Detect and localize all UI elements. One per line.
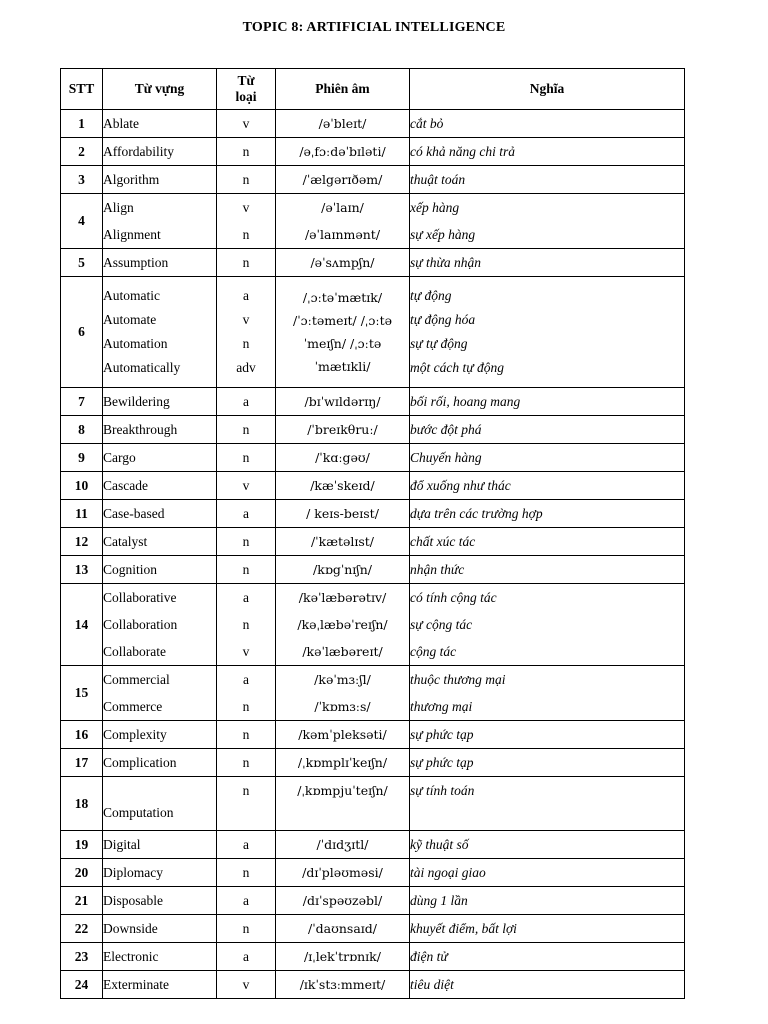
row-number: 17 (61, 749, 103, 777)
pronunciation-cell (276, 500, 410, 528)
pronunciation: /ˈɔːtəmeɪt/ /ˌɔːtə (292, 313, 393, 328)
table-row (61, 584, 685, 666)
vocab-word: Catalyst (103, 534, 148, 549)
vocab-word-cell (103, 943, 217, 971)
table-row (61, 915, 685, 943)
row-number: 12 (61, 528, 103, 556)
vocab-word-cell (103, 444, 217, 472)
meaning: sự tính toán (410, 783, 475, 798)
header-stt: STT (61, 69, 103, 110)
part-of-speech: n (242, 865, 250, 880)
part-of-speech: v (242, 116, 250, 131)
meaning: nhận thức (410, 562, 465, 577)
vocab-word-cell (103, 277, 217, 388)
vocab-word: Assumption (103, 255, 169, 270)
table-header-row (61, 69, 685, 110)
vocab-word: Case-based (103, 506, 165, 521)
row-number: 16 (61, 721, 103, 749)
vocabulary-table (60, 68, 685, 999)
vocab-word: Electronic (103, 949, 159, 964)
meaning-cell (410, 584, 685, 666)
pronunciation: /ˈdaʊnsaɪd/ (308, 921, 377, 936)
part-of-speech: n (242, 727, 250, 742)
pronunciation: /kəˈlæbəreɪt/ (302, 644, 383, 659)
part-of-speech: a (243, 394, 249, 409)
table-row (61, 138, 685, 166)
vocab-word: Commerce (103, 699, 163, 714)
part-of-speech-cell (217, 831, 276, 859)
vocab-word: Complication (103, 755, 177, 770)
pronunciation-cell (276, 721, 410, 749)
meaning-cell (410, 859, 685, 887)
meaning-cell (410, 915, 685, 943)
vocab-word: Cascade (103, 478, 148, 493)
pronunciation-cell (276, 584, 410, 666)
pronunciation: /əˈlaɪnmənt/ (304, 227, 381, 242)
part-of-speech-cell (217, 887, 276, 915)
vocab-word-cell (103, 472, 217, 500)
row-number: 22 (61, 915, 103, 943)
table-row (61, 666, 685, 721)
header-pos-line1: Từ (237, 73, 255, 88)
meaning: có tính cộng tác (410, 590, 497, 605)
part-of-speech: n (242, 172, 250, 187)
pronunciation-cell (276, 194, 410, 249)
part-of-speech: v (242, 478, 250, 493)
part-of-speech: n (242, 783, 250, 798)
part-of-speech-cell (217, 943, 276, 971)
vocab-word: Cargo (103, 450, 136, 465)
part-of-speech: a (243, 949, 249, 964)
part-of-speech-cell (217, 194, 276, 249)
part-of-speech-cell (217, 584, 276, 666)
row-number: 7 (61, 388, 103, 416)
part-of-speech-cell (217, 777, 276, 831)
table-row (61, 500, 685, 528)
vocab-word: Ablate (103, 116, 139, 131)
vocab-word: Cognition (103, 562, 158, 577)
pronunciation: /ɪkˈstɜːmmeɪt/ (299, 977, 386, 992)
vocab-word: Bewildering (103, 394, 170, 409)
part-of-speech: a (243, 506, 249, 521)
meaning: sự cộng tác (410, 617, 473, 632)
pronunciation-cell (276, 971, 410, 999)
meaning-cell (410, 749, 685, 777)
table-row (61, 971, 685, 999)
table-row (61, 721, 685, 749)
pronunciation: /ˈælgərɪðəm/ (302, 172, 383, 187)
pronunciation: /kəˌlæbəˈreɪʃn/ (297, 617, 388, 632)
row-number: 8 (61, 416, 103, 444)
pronunciation: /kɒgˈnɪʃn/ (313, 562, 372, 577)
meaning-cell (410, 110, 685, 138)
pronunciation: /dɪˈspəʊzəbl/ (302, 893, 383, 908)
vocab-word-cell (103, 556, 217, 584)
meaning-cell (410, 249, 685, 277)
meaning: sự tự động (410, 336, 468, 351)
vocab-word: Collaborative (103, 590, 177, 605)
header-word: Từ vựng (103, 69, 217, 110)
meaning: tự động (410, 288, 452, 303)
part-of-speech: n (242, 227, 250, 242)
row-number: 23 (61, 943, 103, 971)
part-of-speech: n (242, 255, 250, 270)
meaning-cell (410, 528, 685, 556)
meaning-cell (410, 388, 685, 416)
part-of-speech-cell (217, 444, 276, 472)
meaning-cell (410, 777, 685, 831)
pronunciation-cell (276, 666, 410, 721)
vocab-word-cell (103, 749, 217, 777)
pronunciation: /kæˈskeɪd/ (310, 478, 375, 493)
part-of-speech-cell (217, 859, 276, 887)
meaning-cell (410, 721, 685, 749)
vocab-word-cell (103, 584, 217, 666)
row-number: 19 (61, 831, 103, 859)
vocab-word: Commercial (103, 672, 170, 687)
vocab-word: Downside (103, 921, 158, 936)
meaning: chất xúc tác (410, 534, 476, 549)
vocab-word-cell (103, 110, 217, 138)
meaning-cell (410, 971, 685, 999)
pronunciation-cell (276, 831, 410, 859)
row-number: 6 (61, 277, 103, 388)
part-of-speech-cell (217, 166, 276, 194)
meaning: khuyết điểm, bất lợi (410, 921, 517, 936)
part-of-speech: n (242, 144, 250, 159)
part-of-speech-cell (217, 528, 276, 556)
row-number: 15 (61, 666, 103, 721)
meaning: điện tử (410, 949, 448, 964)
pronunciation: /ˈbreɪkθruː/ (307, 422, 378, 437)
table-row (61, 416, 685, 444)
pronunciation: /ɪˌlekˈtrɒnɪk/ (304, 949, 381, 964)
pronunciation: / keɪs-beɪst/ (306, 506, 379, 521)
meaning: cộng tác (410, 644, 457, 659)
part-of-speech: v (242, 644, 250, 659)
row-number: 1 (61, 110, 103, 138)
pronunciation: /əˌfɔːdəˈbɪləti/ (299, 144, 386, 159)
part-of-speech: n (242, 699, 250, 714)
table-row (61, 110, 685, 138)
pronunciation-cell (276, 277, 410, 388)
part-of-speech: n (242, 562, 250, 577)
pronunciation-cell (276, 388, 410, 416)
part-of-speech: v (242, 200, 250, 215)
part-of-speech-cell (217, 472, 276, 500)
vocab-word-cell (103, 971, 217, 999)
vocab-word: Automatically (103, 360, 181, 375)
row-number: 5 (61, 249, 103, 277)
part-of-speech: n (242, 755, 250, 770)
meaning-cell (410, 887, 685, 915)
vocab-word: Automate (103, 312, 157, 327)
meaning: sự phức tạp (410, 727, 474, 742)
vocab-word: Align (103, 200, 134, 215)
meaning: dựa trên các trường hợp (410, 506, 543, 521)
vocab-word-cell (103, 887, 217, 915)
part-of-speech: a (243, 590, 249, 605)
part-of-speech-cell (217, 388, 276, 416)
table-row (61, 277, 685, 388)
vocab-word: Complexity (103, 727, 167, 742)
meaning-cell (410, 194, 685, 249)
part-of-speech-cell (217, 416, 276, 444)
pronunciation-cell (276, 166, 410, 194)
row-number: 18 (61, 777, 103, 831)
pronunciation: ˈmætɪkli/ (314, 359, 371, 374)
vocab-word: Disposable (103, 893, 163, 908)
part-of-speech: n (242, 921, 250, 936)
pronunciation: /əˈsʌmpʃn/ (310, 255, 375, 270)
vocab-word-cell (103, 500, 217, 528)
table-row (61, 249, 685, 277)
part-of-speech: a (243, 288, 249, 303)
meaning: có khả năng chi trả (410, 144, 515, 159)
meaning: kỹ thuật số (410, 837, 469, 852)
row-number: 11 (61, 500, 103, 528)
pronunciation: /əˈbleɪt/ (318, 116, 367, 131)
pronunciation-cell (276, 138, 410, 166)
part-of-speech-cell (217, 666, 276, 721)
vocab-word: Digital (103, 837, 141, 852)
pronunciation: /dɪˈpləʊməsi/ (302, 865, 383, 880)
part-of-speech-cell (217, 721, 276, 749)
part-of-speech-cell (217, 110, 276, 138)
vocab-word: Collaborate (103, 644, 166, 659)
vocab-word-cell (103, 777, 217, 831)
vocab-word: Exterminate (103, 977, 169, 992)
pronunciation-cell (276, 749, 410, 777)
vocab-word-cell (103, 194, 217, 249)
row-number: 21 (61, 887, 103, 915)
header-pronunciation: Phiên âm (276, 69, 410, 110)
part-of-speech: v (242, 312, 250, 327)
meaning-cell (410, 500, 685, 528)
row-number: 13 (61, 556, 103, 584)
pronunciation-cell (276, 472, 410, 500)
table-row (61, 194, 685, 249)
vocab-word-cell (103, 249, 217, 277)
row-number: 2 (61, 138, 103, 166)
pronunciation: /kəˈlæbərətɪv/ (298, 590, 387, 605)
vocab-word-cell (103, 528, 217, 556)
pronunciation-cell (276, 887, 410, 915)
part-of-speech: a (243, 893, 249, 908)
table-row (61, 887, 685, 915)
table-row (61, 777, 685, 831)
pronunciation: ˈmeɪʃn/ /ˌɔːtə (303, 336, 382, 351)
part-of-speech-cell (217, 749, 276, 777)
row-number: 20 (61, 859, 103, 887)
part-of-speech-cell (217, 556, 276, 584)
vocab-word-cell (103, 666, 217, 721)
table-row (61, 444, 685, 472)
pronunciation: /kəˈmɜːʃl/ (314, 672, 371, 687)
header-pos-line2: loại (235, 89, 257, 104)
row-number: 24 (61, 971, 103, 999)
row-number: 10 (61, 472, 103, 500)
meaning: bước đột phá (410, 422, 482, 437)
meaning: xếp hàng (410, 200, 460, 215)
meaning-cell (410, 472, 685, 500)
part-of-speech-cell (217, 971, 276, 999)
vocab-word-cell (103, 721, 217, 749)
meaning: sự thừa nhận (410, 255, 481, 270)
table-row (61, 528, 685, 556)
vocab-word: Collaboration (103, 617, 178, 632)
part-of-speech: n (242, 422, 250, 437)
vocab-word: Automation (103, 336, 168, 351)
meaning: sự xếp hàng (410, 227, 476, 242)
meaning: bối rối, hoang mang (410, 394, 521, 409)
vocab-word-cell (103, 831, 217, 859)
part-of-speech-cell (217, 138, 276, 166)
meaning-cell (410, 666, 685, 721)
part-of-speech: n (242, 617, 250, 632)
vocab-word-cell (103, 166, 217, 194)
vocab-word: Affordability (103, 144, 174, 159)
vocab-word: Algorithm (103, 172, 160, 187)
vocab-word: Alignment (103, 227, 161, 242)
pronunciation: /ˈkɑːgəʊ/ (315, 450, 370, 465)
pronunciation: /ˌɔːtəˈmætɪk/ (302, 290, 383, 305)
part-of-speech-cell (217, 915, 276, 943)
meaning: thương mại (410, 699, 473, 714)
vocab-word-cell (103, 416, 217, 444)
pronunciation-cell (276, 556, 410, 584)
meaning: thuật toán (410, 172, 466, 187)
row-number: 9 (61, 444, 103, 472)
meaning-cell (410, 444, 685, 472)
pronunciation-cell (276, 943, 410, 971)
part-of-speech: a (243, 672, 249, 687)
table-row (61, 943, 685, 971)
pronunciation: /ˌkɒmpjuˈteɪʃn/ (297, 783, 388, 798)
meaning: dùng 1 lần (410, 893, 468, 908)
meaning: sự phức tạp (410, 755, 474, 770)
table-row (61, 859, 685, 887)
vocab-word-cell (103, 915, 217, 943)
header-part-of-speech (217, 69, 276, 110)
part-of-speech: n (242, 450, 250, 465)
pronunciation: /bɪˈwɪldərɪŋ/ (304, 394, 381, 409)
meaning-cell (410, 277, 685, 388)
meaning-cell (410, 138, 685, 166)
table-row (61, 831, 685, 859)
row-number: 14 (61, 584, 103, 666)
meaning: tiêu diệt (410, 977, 454, 992)
pronunciation: /əˈlaɪn/ (321, 200, 364, 215)
pronunciation-cell (276, 249, 410, 277)
pronunciation-cell (276, 416, 410, 444)
vocab-word-cell (103, 388, 217, 416)
meaning-cell (410, 416, 685, 444)
pronunciation-cell (276, 110, 410, 138)
meaning-cell (410, 831, 685, 859)
meaning: một cách tự động (410, 360, 504, 375)
part-of-speech: n (242, 534, 250, 549)
table-row (61, 556, 685, 584)
part-of-speech: adv (236, 360, 256, 375)
vocab-word: Automatic (103, 288, 160, 303)
part-of-speech: n (242, 336, 250, 351)
pronunciation: /ˈkætəlɪst/ (310, 534, 375, 549)
header-meaning: Nghĩa (410, 69, 685, 110)
vocab-word-cell (103, 859, 217, 887)
vocab-word: Breakthrough (103, 422, 178, 437)
pronunciation: /kəmˈpleksəti/ (298, 727, 387, 742)
part-of-speech: a (243, 837, 249, 852)
pronunciation-cell (276, 528, 410, 556)
vocab-word: Computation (103, 805, 174, 820)
part-of-speech: v (242, 977, 250, 992)
meaning: tài ngoại giao (410, 865, 486, 880)
table-row (61, 472, 685, 500)
meaning: Chuyến hàng (410, 450, 482, 465)
pronunciation-cell (276, 777, 410, 831)
table-row (61, 388, 685, 416)
part-of-speech-cell (217, 249, 276, 277)
meaning: thuộc thương mại (410, 672, 506, 687)
pronunciation-cell (276, 444, 410, 472)
vocab-word-cell (103, 138, 217, 166)
pronunciation: /ˈkɒmɜːs/ (314, 699, 371, 714)
meaning-cell (410, 166, 685, 194)
page-title: TOPIC 8: ARTIFICIAL INTELLIGENCE (242, 20, 506, 35)
pronunciation-cell (276, 859, 410, 887)
part-of-speech-cell (217, 500, 276, 528)
part-of-speech-cell (217, 277, 276, 388)
pronunciation-cell (276, 915, 410, 943)
row-number: 3 (61, 166, 103, 194)
table-row (61, 166, 685, 194)
vocab-word: Diplomacy (103, 865, 163, 880)
pronunciation: /ˈdɪdʒɪtl/ (316, 837, 369, 852)
meaning-cell (410, 943, 685, 971)
table-row (61, 749, 685, 777)
row-number: 4 (61, 194, 103, 249)
meaning-cell (410, 556, 685, 584)
meaning: đổ xuống như thác (410, 478, 511, 493)
pronunciation: /ˌkɒmplɪˈkeɪʃn/ (297, 755, 388, 770)
meaning: tự động hóa (410, 312, 476, 327)
meaning: cắt bỏ (410, 116, 444, 131)
